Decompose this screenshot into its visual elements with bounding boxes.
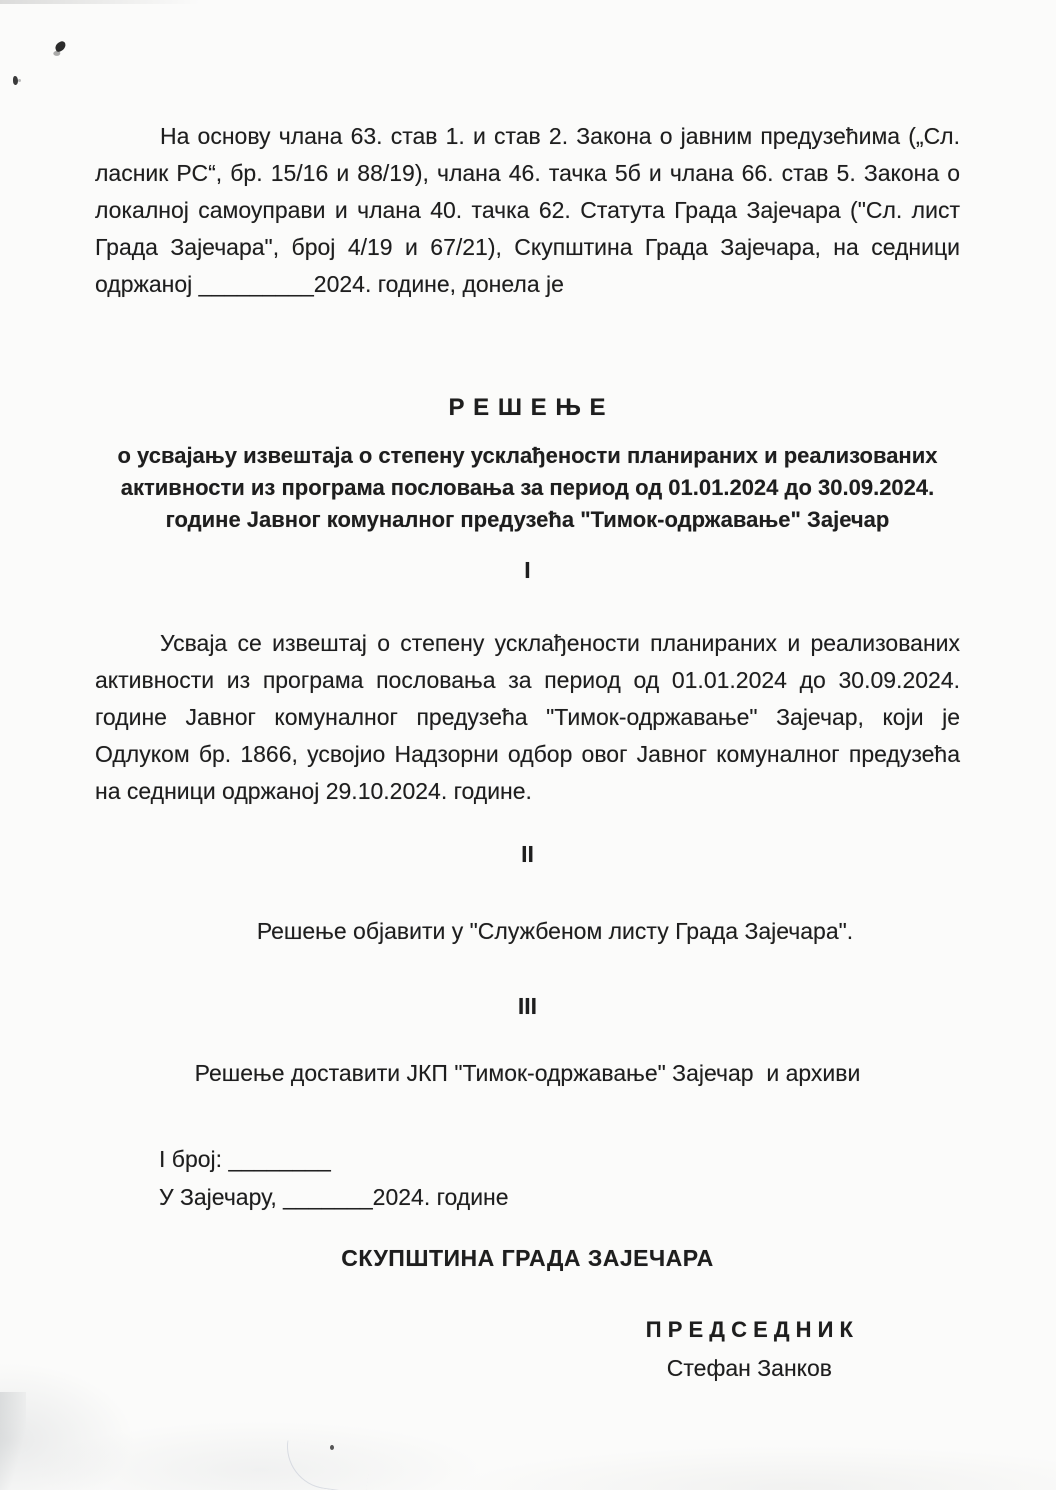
document-subtitle: о усвајању извештаја о степену усклађености планираних и реализованих активности из програма пословања за период од 01.01.2024 до 30.09.2024. године Јавног комуналног предузећа "Тимок-одржавање" Зајечар [117, 443, 938, 532]
place-date-blank: _______ [283, 1184, 373, 1210]
president-title: П Р Е Д С Е Д Н И К [645, 1317, 853, 1342]
case-number-line [159, 1140, 960, 1178]
section-numeral-3: III [517, 993, 538, 1019]
ink-speck [13, 76, 18, 85]
faint-pen-mark [281, 1440, 371, 1490]
intro-text: На основу члана 63. став 1. и став 2. Закона о јавним предузећима („Сл. ласник РС“, бр. 15/16 и 88/19), члана 46. тачка 5б и члана 66. став 5. Закона о локалној самоуправи и члана 40. тачка 62. Статута Града Зајечара ("Сл. лист Града Зајечара", број 4/19 и 67/21), Скупштина Града Зајечара, на седници одржаној [95, 123, 960, 297]
place-date-suffix: 2024. године [372, 1184, 509, 1210]
case-number-blank: ________ [228, 1146, 331, 1172]
section-2-body: Решење објавити у "Службеном листу Града Зајечара". [256, 918, 854, 944]
place-date-line [159, 1178, 960, 1216]
signature-block [646, 1311, 853, 1387]
intro-paragraph [95, 118, 960, 303]
intro-after-blank: 2024. године, донела је [313, 271, 564, 297]
scan-smudge-corner [0, 1392, 26, 1490]
scan-smudge-top [0, 0, 235, 4]
section-numeral-2: II [521, 841, 534, 867]
section-3-body: Решење доставити ЈКП "Тимок-одржавање" Зајечар и архиви [194, 1060, 861, 1086]
case-number-block [95, 1140, 960, 1216]
section-1-body: Усваја се извештај о степену усклађености планираних и реализованих активности из програма пословања за период од 01.01.2024 до 30.09.2024. године Јавног комуналног предузећа "Тимок-одржавање" Зајечар, који је Одлуком бр. 1866, усвојио Надзорни одбор овог Јавног комуналног предузећа на седници одржаној 29.10.2024. године. [95, 630, 960, 804]
document-title: Р Е Ш Е Њ Е [448, 394, 607, 421]
president-name: Стефан Занков [666, 1355, 832, 1381]
place-label: У Зајечару, [159, 1184, 277, 1210]
session-date-blank: _________ [198, 271, 314, 297]
case-number-label: I број: [159, 1146, 223, 1172]
section-numeral-1: I [524, 557, 531, 583]
assembly-name: СКУПШТИНА ГРАДА ЗАЈЕЧАРА [341, 1245, 714, 1271]
